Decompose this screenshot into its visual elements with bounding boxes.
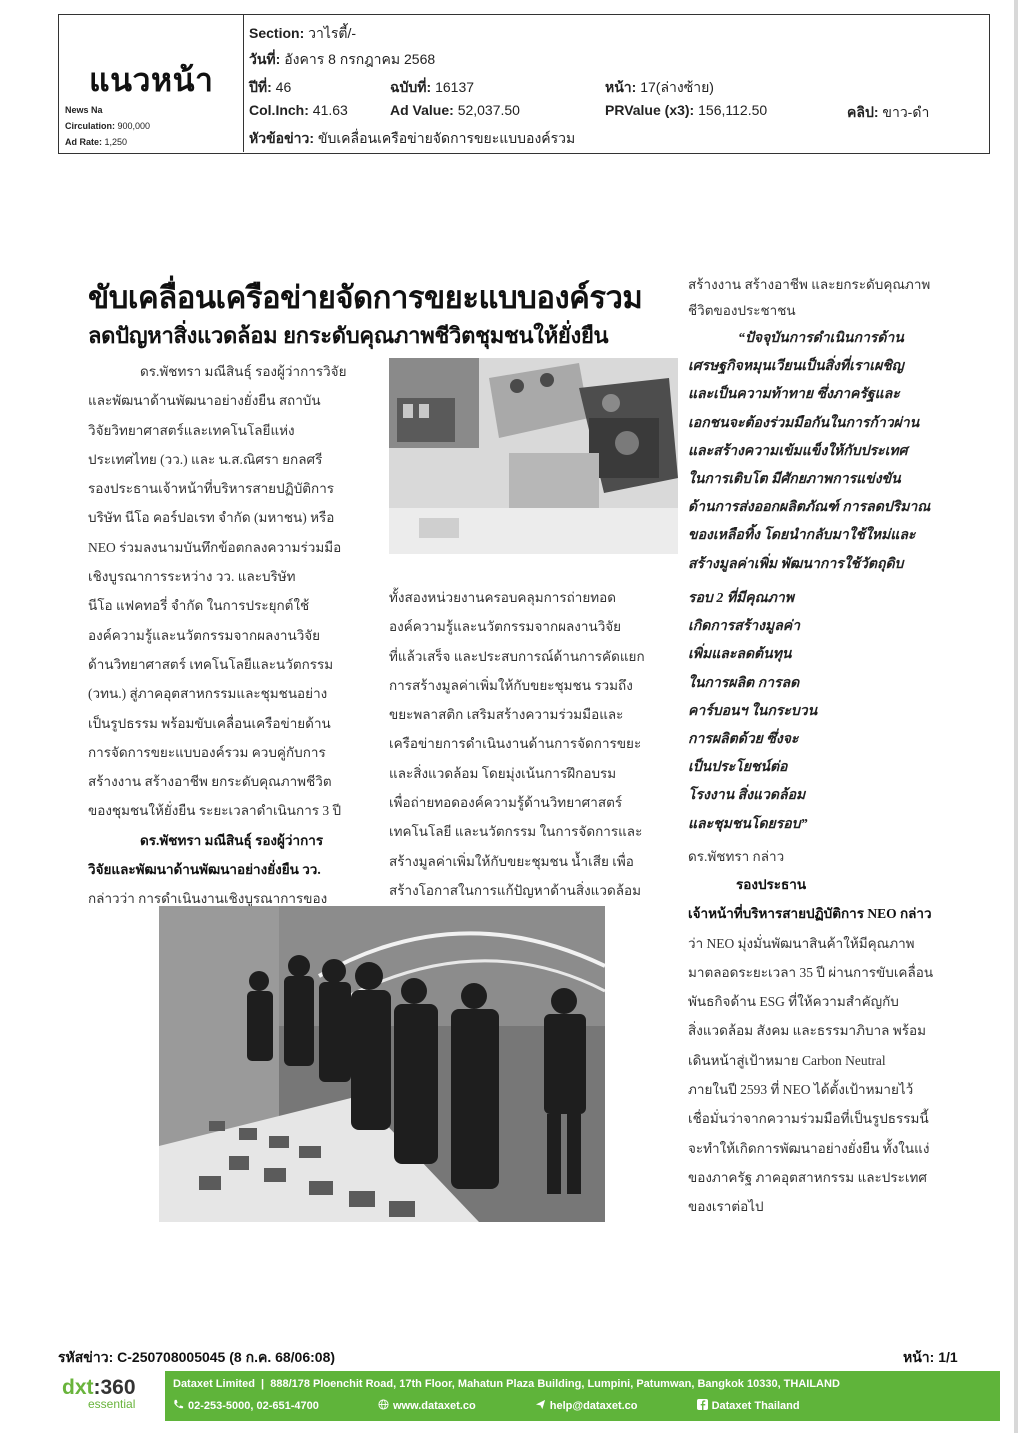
text-line: ด้านวิทยาศาสตร์ เทคโนโลยีและนวัตกรรม bbox=[88, 656, 334, 672]
article-column-3-intro-2 bbox=[688, 296, 960, 325]
text-line: องค์ความรู้และนวัตกรรมจากผลงานวิจัย bbox=[88, 627, 321, 643]
text-line: ของภาครัฐ ภาคอุตสาหกรรม และประเทศ bbox=[688, 1169, 927, 1185]
text-line: จะทำให้เกิดการพัฒนาอย่างยั่งยืน ทั้งในแง่ bbox=[688, 1140, 930, 1156]
text-line: วิจัยและพัฒนาด้านพัฒนาอย่างยั่งยืน วว. bbox=[88, 862, 321, 878]
text-line: ทั้งสองหน่วยงานครอบคลุมการถ่ายทอด bbox=[389, 590, 617, 605]
clip-field: คลิป: ขาว-ดำ bbox=[847, 104, 930, 120]
text-line: เครือข่ายการดำเนินงานด้านการจัดการขยะ bbox=[389, 736, 642, 752]
advalue-field: Ad Value: 52,037.50 bbox=[390, 102, 520, 118]
clipping-header bbox=[58, 14, 990, 154]
contact-bar bbox=[165, 1371, 1000, 1421]
email-link[interactable]: help@dataxet.co bbox=[535, 1400, 666, 1412]
text-line: รองประธานเจ้าหน้าที่บริหารสายปฏิบัติการ bbox=[88, 481, 335, 497]
article-column-2 bbox=[389, 583, 665, 905]
text-line: เทคโนโลยี และนวัตกรรม ในการจัดการและ bbox=[389, 824, 643, 840]
text-line: ดร.พัชทรา มณีสินธุ์ รองผู้ว่าการวิจัย bbox=[140, 364, 347, 379]
pull-quote-narrow bbox=[688, 585, 838, 839]
event-photo bbox=[159, 906, 605, 1222]
publication-name: แนวหน้า bbox=[89, 62, 214, 98]
logo-subtext: essential bbox=[88, 1397, 136, 1411]
text-line: ขยะพลาสติก เสริมสร้างความร่วมมือและ bbox=[389, 707, 624, 723]
publication-panel bbox=[59, 15, 244, 152]
quote-line: โรงงาน สิ่งแวดล้อม bbox=[688, 788, 806, 804]
quote-line: รอบ 2 ที่มีคุณภาพ bbox=[688, 591, 794, 606]
text-line: องค์ความรู้และนวัตกรรมจากผลงานวิจัย bbox=[389, 619, 622, 635]
text-line: เดินหน้าสู่เป้าหมาย Carbon Neutral bbox=[688, 1052, 886, 1068]
company-address: Dataxet Limited | 888/178 Ploenchit Road, 17th Floor, Mahatun Plaza Building, Lumpini, Patumwan, Bangkok 10330, THAILAND bbox=[173, 1378, 840, 1390]
text-line: เจ้าหน้าที่บริหารสายปฏิบัติการ NEO กล่าว bbox=[688, 906, 932, 922]
event-illustration bbox=[159, 906, 605, 1222]
quote-attribution bbox=[688, 842, 960, 871]
issue-field: ฉบับที่: 16137 bbox=[390, 79, 475, 95]
ad-rate: Ad Rate: 1,250 bbox=[65, 137, 128, 147]
text-line: ภายในปี 2593 ที่ NEO ได้ตั้งเป้าหมายไว้ bbox=[688, 1082, 914, 1098]
quote-line: การผลิตด้วย ซึ่งจะ bbox=[688, 732, 799, 748]
dataxet-logo bbox=[62, 1376, 162, 1418]
contact-links bbox=[173, 1399, 856, 1412]
text-line: มาตลอดระยะเวลา 35 ปี ผ่านการขับเคลื่อน bbox=[688, 964, 934, 980]
text-line: ดร.พัชทรา กล่าว bbox=[688, 849, 785, 864]
text-line: (วทน.) สู่ภาคอุตสาหกรรมและชุมชนอย่าง bbox=[88, 686, 328, 702]
text-line: สิ่งแวดล้อม สังคม และธรรมาภิบาล พร้อม bbox=[688, 1023, 926, 1039]
text-line: และพัฒนาด้านพัฒนาอย่างยั่งยืน สถาบัน bbox=[88, 393, 321, 409]
text-line: เชื่อมั่นว่าจากความร่วมมือที่เป็นรูปธรรมนี้ bbox=[688, 1111, 929, 1127]
page-number: หน้า: 1/1 bbox=[903, 1349, 958, 1365]
text-line: การจัดการขยะแบบองค์รวม ควบคู่กับการ bbox=[88, 744, 326, 760]
facebook-link[interactable]: Dataxet Thailand bbox=[697, 1400, 828, 1412]
quote-line: เกิดการสร้างมูลค่า bbox=[688, 619, 801, 635]
article-column-3-intro bbox=[688, 270, 960, 299]
quote-line: ในการผลิต การลด bbox=[688, 675, 800, 691]
pull-quote bbox=[688, 325, 964, 579]
quote-line: เพิ่มและลดต้นทุน bbox=[688, 647, 792, 663]
news-type: News Na bbox=[65, 105, 103, 115]
quote-line: เศรษฐกิจหมุนเวียนเป็นสิ่งที่เราเผชิญ bbox=[688, 359, 904, 375]
globe-icon bbox=[378, 1399, 389, 1410]
text-line: บริษัท นีโอ คอร์ปอเรท จำกัด (มหาชน) หรือ bbox=[88, 510, 335, 526]
send-icon bbox=[535, 1399, 546, 1410]
website-link[interactable]: www.dataxet.co bbox=[378, 1400, 504, 1412]
text-line: และสิ่งแวดล้อม โดยมุ่งเน้นการฝึกอบรม bbox=[389, 765, 617, 781]
page-field: หน้า: 17(ล่างซ้าย) bbox=[605, 79, 714, 95]
article-column-1 bbox=[88, 357, 364, 914]
text-line: ชีวิตของประชาชน bbox=[688, 303, 796, 318]
year-field: ปีที่: 46 bbox=[249, 79, 292, 95]
article-column-3-end bbox=[688, 870, 960, 1222]
quote-line: ด้านการส่งออกผลิตภัณฑ์ การลดปริมาณ bbox=[688, 500, 931, 516]
section-field: Section: วาไรตี้/- bbox=[249, 25, 357, 41]
quote-line: และชุมชนโดยรอบ” bbox=[688, 816, 808, 832]
circulation: Circulation: 900,000 bbox=[65, 121, 151, 131]
text-line: เพื่อถ่ายทอดองค์ความรู้ด้านวิทยาศาสตร์ bbox=[389, 795, 623, 811]
bricks-illustration bbox=[389, 358, 678, 554]
text-line: สร้างมูลค่าเพิ่มให้กับขยะชุมชน น้ำเสีย เพื่อ bbox=[389, 853, 634, 869]
text-line: การสร้างมูลค่าเพิ่มให้กับขยะชุมชน รวมถึง bbox=[389, 677, 633, 693]
facebook-icon bbox=[697, 1399, 708, 1410]
article-title: ขับเคลื่อนเครือข่ายจัดการขยะแบบองค์รวม bbox=[88, 280, 643, 315]
phone-icon bbox=[173, 1399, 184, 1410]
quote-line: “ปัจจุบันการดำเนินการด้าน bbox=[738, 331, 904, 346]
text-line: ที่แล้วเสร็จ และประสบการณ์ด้านการคัดแยก bbox=[389, 648, 645, 664]
quote-line: เป็นประโยชน์ต่อ bbox=[688, 760, 788, 776]
text-line: ประเทศไทย (วว.) และ น.ส.ณิศรา ยกลศรี bbox=[88, 451, 323, 467]
text-line: ของเราต่อไป bbox=[688, 1199, 764, 1215]
text-line: นีโอ แฟคทอรี่ จำกัด ในการประยุกต์ใช้ bbox=[88, 598, 310, 614]
text-line: NEO ร่วมลงนามบันทึกข้อตกลงความร่วมมือ bbox=[88, 539, 342, 555]
text-line: เป็นรูปธรรม พร้อมขับเคลื่อนเครือข่ายด้าน bbox=[88, 715, 331, 731]
text-line: สร้างงาน สร้างอาชีพ ยกระดับคุณภาพชีวิต bbox=[88, 774, 332, 790]
news-code: รหัสข่าว: C-250708005045 (8 ก.ค. 68/06:08) bbox=[58, 1349, 336, 1365]
article-subtitle: ลดปัญหาสิ่งแวดล้อม ยกระดับคุณภาพชีวิตชุมชนให้ยั่งยืน bbox=[88, 323, 609, 348]
text-line: รองประธาน bbox=[736, 877, 807, 892]
bricks-photo bbox=[389, 358, 678, 554]
quote-line: เอกชนจะต้องร่วมมือกันในการก้าวผ่าน bbox=[688, 415, 920, 431]
prvalue-field: PRValue (x3): 156,112.50 bbox=[605, 102, 768, 118]
text-line: ดร.พัชทรา มณีสินธุ์ รองผู้ว่าการ bbox=[140, 832, 324, 848]
text-line: สร้างงาน สร้างอาชีพ และยกระดับคุณภาพ bbox=[688, 277, 931, 292]
phone-contact[interactable]: 02-253-5000, 02-651-4700 bbox=[173, 1400, 347, 1412]
text-line: เชิงบูรณาการระหว่าง วว. และบริษัท bbox=[88, 569, 296, 585]
quote-line: และสร้างความเข้มแข็งให้กับประเทศ bbox=[688, 443, 908, 459]
quote-line: ในการเติบโต มีศักยภาพการแข่งขัน bbox=[688, 472, 901, 488]
text-line: สร้างโอกาสในการแก้ปัญหาด้านสิ่งแวดล้อม bbox=[389, 882, 642, 898]
clip-details bbox=[249, 15, 989, 152]
text-line: พันธกิจด้าน ESG ที่ให้ความสำคัญกับ bbox=[688, 994, 899, 1010]
date-field: วันที่: อังคาร 8 กรกฎาคม 2568 bbox=[249, 51, 436, 67]
text-line: ของชุมชนให้ยั่งยืน ระยะเวลาดำเนินการ 3 ปี bbox=[88, 803, 342, 819]
logo-text-360: :360 bbox=[93, 1376, 136, 1399]
text-line: ว่า NEO มุ่งมั่นพัฒนาสินค้าให้มีคุณภาพ bbox=[688, 935, 915, 951]
quote-line: และเป็นความท้าทาย ซึ่งภาครัฐและ bbox=[688, 387, 900, 403]
headline-field: หัวข้อข่าว: ขับเคลื่อนเครือข่ายจัดการขยะแบบองค์รวม bbox=[249, 130, 576, 146]
logo-text: dxt bbox=[62, 1376, 94, 1399]
quote-line: คาร์บอนฯ ในกระบวน bbox=[688, 703, 818, 719]
text-line: วิจัยวิทยาศาสตร์และเทคโนโลยีแห่ง bbox=[88, 422, 295, 438]
colinch-field: Col.Inch: 41.63 bbox=[249, 102, 348, 118]
text-line: กล่าวว่า การดำเนินงานเชิงบูรณาการของ bbox=[88, 891, 328, 907]
quote-line: ของเหลือทิ้ง โดยนำกลับมาใช้ใหม่และ bbox=[688, 528, 916, 544]
quote-line: สร้างมูลค่าเพิ่ม พัฒนาการใช้วัตถุดิบ bbox=[688, 556, 904, 572]
